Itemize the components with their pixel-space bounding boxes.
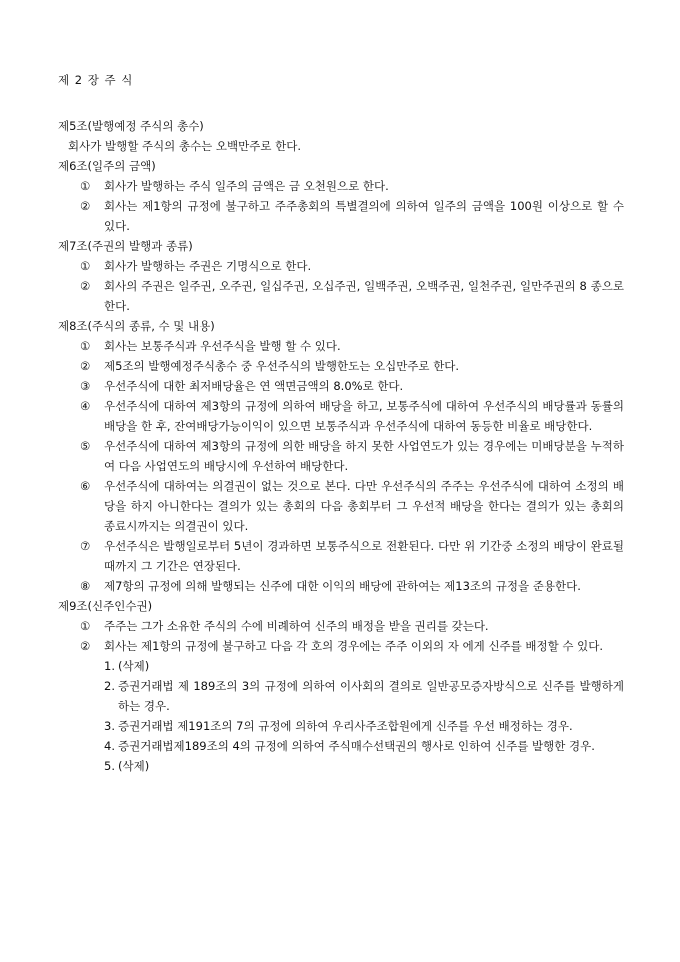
- sub-item-text: (삭제): [118, 659, 150, 673]
- clause-number: ②: [80, 639, 91, 653]
- sub-item-text: 증권거래법 제191조의 7의 규정에 의하여 우리사주조합원에게 신주를 우선 배정하는 경우.: [118, 719, 573, 733]
- clause-number: ④: [80, 399, 91, 413]
- clause-item: [58, 476, 624, 536]
- clause-text: 우선주식에 대하여 제3항의 규정에 의하여 배당을 하고, 보통주식에 대하여 우선주식의 배당률과 동률의 배당을 한 후, 잔여배당가능이익이 있으면 보통주식과 우선주식에 대하여 동등한 비율로 배당한다.: [104, 399, 624, 433]
- clause-text: 회사는 제1항의 규정에 불구하고 다음 각 호의 경우에는 주주 이외의 자 에게 신주를 배정할 수 있다.: [104, 639, 604, 653]
- clause-text: 회사는 보통주식과 우선주식을 발행 할 수 있다.: [104, 339, 341, 353]
- clause-number: ⑤: [80, 439, 91, 453]
- sub-item: [58, 736, 624, 756]
- clause-item: [58, 356, 624, 376]
- clause-text: 우선주식에 대하여 제3항의 규정에 의한 배당을 하지 못한 사업연도가 있는 경우에는 미배당분을 누적하여 다음 사업연도의 배당시에 우선하여 배당한다.: [104, 439, 624, 473]
- sub-item-number: 3.: [104, 719, 115, 733]
- clause-item: [58, 196, 624, 236]
- article-8: [58, 316, 624, 596]
- sub-item-number: 4.: [104, 739, 115, 753]
- clause-text: 주주는 그가 소유한 주식의 수에 비례하여 신주의 배정을 받을 권리를 갖는다.: [104, 619, 489, 633]
- sub-item-text: 증권거래법 제 189조의 3의 규정에 의하여 이사회의 결의로 일반공모증자방식으로 신주를 발행하게 하는 경우.: [118, 679, 624, 713]
- chapter-heading: 제 2 장 주 식: [58, 73, 134, 87]
- sub-item: [58, 756, 624, 776]
- article-9: [58, 596, 624, 776]
- clause-item: [58, 336, 624, 356]
- clause-text: 회사가 발행하는 주식 일주의 금액은 금 오천원으로 한다.: [104, 179, 389, 193]
- clause-item: [58, 276, 624, 316]
- clause-number: ②: [80, 279, 91, 293]
- article-title: 제8조(주식의 종류, 수 및 내용): [58, 319, 215, 333]
- clause-item: [58, 536, 624, 576]
- clause-number: ⑧: [80, 579, 91, 593]
- article-7: [58, 236, 624, 316]
- clause-number: ③: [80, 379, 91, 393]
- sub-item-number: 5.: [104, 759, 115, 773]
- clause-text: 회사가 발행하는 주권은 기명식으로 한다.: [104, 259, 312, 273]
- clause-text: 회사의 주권은 일주권, 오주권, 일십주권, 오십주권, 일백주권, 오백주권, 일천주권, 일만주권의 8 종으로 한다.: [104, 279, 624, 313]
- clause-item: [58, 176, 624, 196]
- sub-item-number: 1.: [104, 659, 115, 673]
- clause-item: [58, 636, 624, 656]
- clause-item: [58, 436, 624, 476]
- sub-item-text: 증권거래법제189조의 4의 규정에 의하여 주식매수선택권의 행사로 인하여 신주를 발행한 경우.: [118, 739, 595, 753]
- clause-text: 우선주식에 대하여는 의결권이 없는 것으로 본다. 다만 우선주식의 주주는 우선주식에 대하여 소정의 배당을 하지 아니한다는 결의가 있는 총회의 다음 총회부터 그 우선적 배당을 한다는 결의가 있는 총회의 종료시까지는 의결권이 있다.: [104, 479, 624, 533]
- article-title: 제6조(일주의 금액): [58, 159, 156, 173]
- sub-item: [58, 716, 624, 736]
- clause-text: 우선주식은 발행일로부터 5년이 경과하면 보통주식으로 전환된다. 다만 위 기간중 소정의 배당이 완료될 때까지 그 기간은 연장된다.: [104, 539, 624, 573]
- sub-item-number: 2.: [104, 679, 115, 693]
- clause-number: ②: [80, 359, 91, 373]
- clause-number: ①: [80, 339, 91, 353]
- clause-number: ①: [80, 179, 91, 193]
- clause-text: 제7항의 규정에 의해 발행되는 신주에 대한 이익의 배당에 관하여는 제13조의 규정을 준용한다.: [104, 579, 581, 593]
- clause-item: [58, 256, 624, 276]
- clause-text: 회사는 제1항의 규정에 불구하고 주주총회의 특별결의에 의하여 일주의 금액을 100원 이상으로 할 수 있다.: [104, 199, 624, 233]
- article-5: [58, 116, 624, 156]
- article-6: [58, 156, 624, 236]
- clause-number: ⑥: [80, 479, 91, 493]
- clause-item: [58, 376, 624, 396]
- article-title: 제7조(주권의 발행과 종류): [58, 239, 193, 253]
- article-text: 회사가 발행할 주식의 총수는 오백만주로 한다.: [68, 139, 302, 153]
- sub-item: [58, 676, 624, 716]
- clause-number: ⑦: [80, 539, 91, 553]
- clause-item: [58, 396, 624, 436]
- clause-item: [58, 576, 624, 596]
- clause-text: 우선주식에 대한 최저배당율은 연 액면금액의 8.0%로 한다.: [104, 379, 404, 393]
- sub-item: [58, 656, 624, 676]
- clause-number: ①: [80, 259, 91, 273]
- article-title: 제9조(신주인수권): [58, 599, 153, 613]
- clause-item: [58, 616, 624, 636]
- clause-number: ①: [80, 619, 91, 633]
- article-title: 제5조(발행예정 주식의 총수): [58, 119, 204, 133]
- clause-text: 제5조의 발행예정주식총수 중 우선주식의 발행한도는 오십만주로 한다.: [104, 359, 460, 373]
- clause-number: ②: [80, 199, 91, 213]
- sub-item-text: (삭제): [118, 759, 150, 773]
